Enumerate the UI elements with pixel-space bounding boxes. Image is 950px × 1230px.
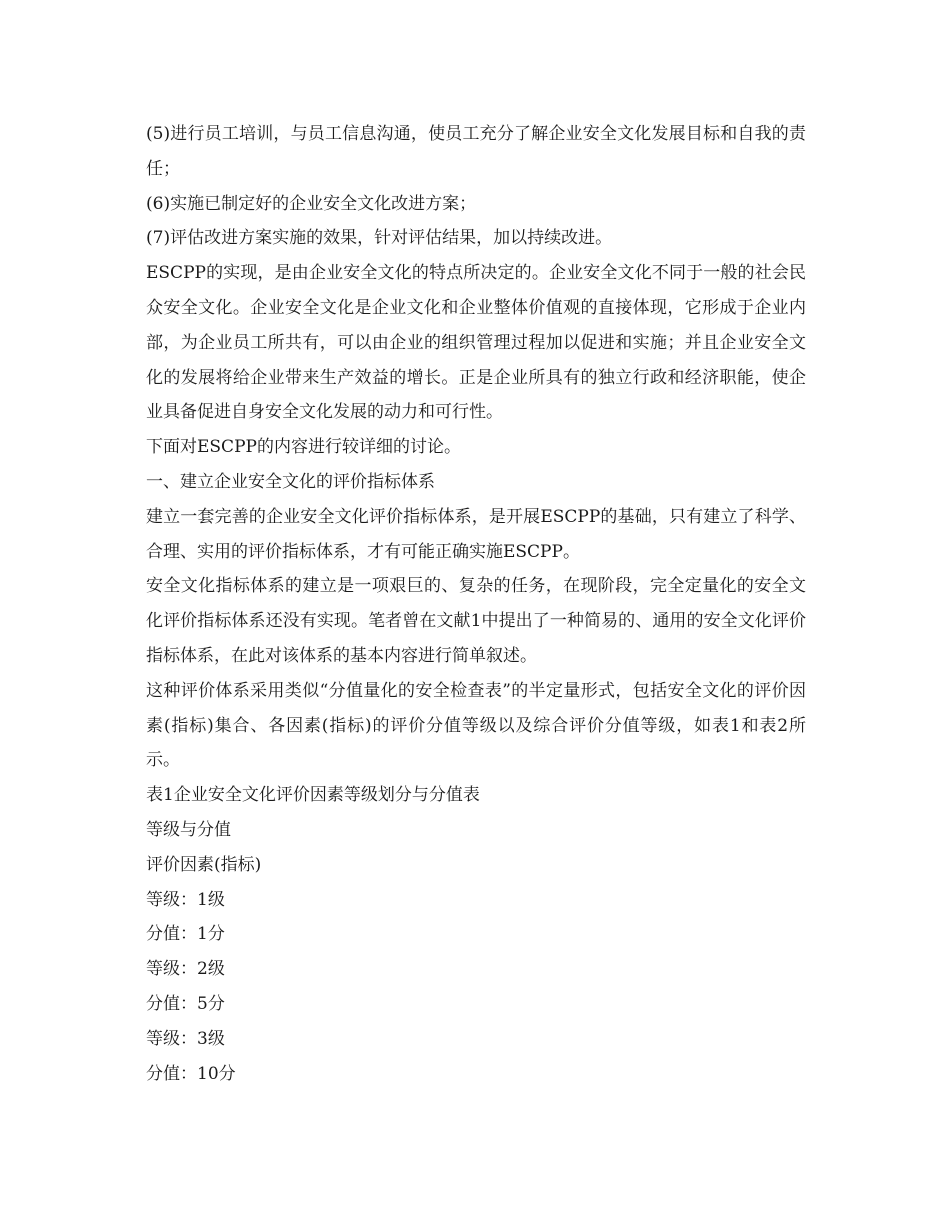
table-cell-grade-3: 等级：3级 [146,1028,225,1049]
paragraph-step-5: (5)进行员工培训，与员工信息沟通，使员工充分了解企业安全文化发展目标和自我的责任； [146,124,806,179]
paragraph-step-7: (7)评估改进方案实施的效果，针对评估结果，加以持续改进。 [146,228,613,249]
paragraph-escpp-implementation: ESCPP的实现，是由企业安全文化的特点所决定的。企业安全文化不同于一般的社会民众安全文化。企业安全文化是企业文化和企业整体价值观的直接体现，它形成于企业内部，为企业员工所共有，可以由企业的组织管理过程加以促进和实施；并且企业安全文化的发展将给企业带来生产效益的增长。正是企业所具有的独立行政和经济职能，使企业具备促进自身安全文化发展的动力和可行性。 [146,263,806,423]
table-cell-grade-1: 等级：1级 [146,889,225,910]
paragraph-step-6: (6)实施已制定好的企业安全文化改进方案； [146,193,477,214]
table-cell-score-3: 分值：10分 [146,1063,236,1084]
table-cell-score-1: 分值：1分 [146,924,225,945]
table-header-grade-score: 等级与分值 [146,819,231,840]
section-heading-1: 一、建立企业安全文化的评价指标体系 [146,471,435,492]
table-cell-grade-2: 等级：2级 [146,959,225,980]
table-cell-score-2: 分值：5分 [146,993,225,1014]
paragraph-index-system-task: 安全文化指标体系的建立是一项艰巨的、复杂的任务，在现阶段，完全定量化的安全文化评价指标体系还没有实现。笔者曾在文献1中提出了一种简易的、通用的安全文化评价指标体系，在此对该体系的基本内容进行简单叙述。 [146,576,806,666]
table-caption: 表1企业安全文化评价因素等级划分与分值表 [146,785,480,806]
document-body [146,117,806,1091]
table-header-factor: 评价因素(指标) [146,854,262,875]
paragraph-discussion-intro: 下面对ESCPP的内容进行较详细的讨论。 [146,437,461,458]
paragraph-index-system-basis: 建立一套完善的企业安全文化评价指标体系，是开展ESCPP的基础，只有建立了科学、合理、实用的评价指标体系，才有可能正确实施ESCPP。 [146,506,806,562]
paragraph-evaluation-form: 这种评价体系采用类似“分值量化的安全检查表”的半定量形式，包括安全文化的评价因素(指标)集合、各因素(指标)的评价分值等级以及综合评价分值等级，如表1和表2所示。 [146,680,806,771]
